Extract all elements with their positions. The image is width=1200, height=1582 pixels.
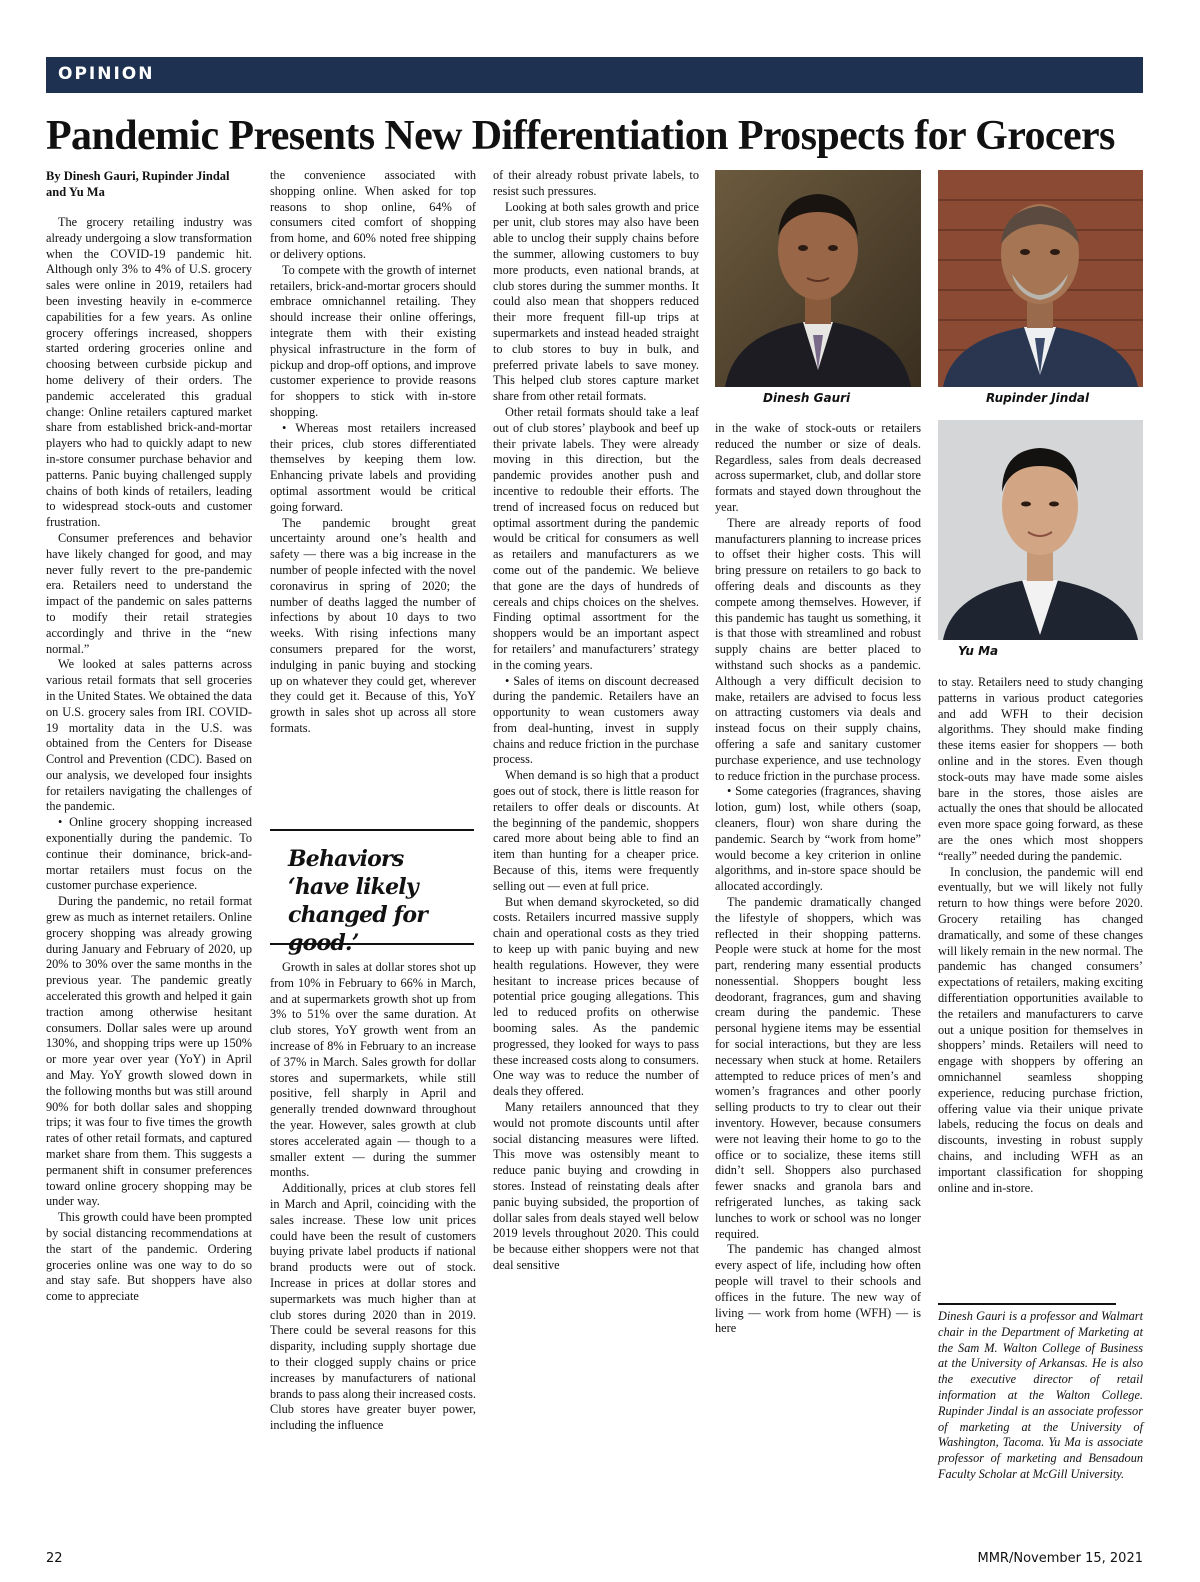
issue-date: MMR/November 15, 2021	[977, 1551, 1143, 1566]
photo-dinesh-gauri	[715, 170, 921, 387]
paragraph: This growth could have been prompted by social distancing recommendations at the start of the pandemic. Ordering groceries online was one way to do so and stay safe. But shoppers have also come to appreciate	[46, 1210, 252, 1304]
paragraph: • Whereas most retailers increased their prices, club stores differentiated themselves by keeping them low. Enhancing private labels and providing optimal assortment would be critical going forward.	[270, 420, 476, 514]
caption-gauri: Dinesh Gauri	[763, 391, 851, 405]
paragraph: During the pandemic, no retail format grew as much as internet retailers. Online grocery shopping was already growing during January and February of 2020, up 20% to 30% over the same months in the previous year. The pandemic greatly accelerated this growth and helped it gain traction among otherwise hesitant consumers. Dollar sales were up around 130%, and shopping trips were up 150% or more year over year (YoY) in April and May. YoY growth slowed down in the following months but was still around 90% for both dollar sales and shopping trips; it was four to five times the growth rates of other retail formats, and captured market share from them. This suggests a permanent shift in consumer preferences toward online grocery shopping may be under way.	[46, 894, 252, 1209]
paragraph: The pandemic dramatically changed the lifestyle of shoppers, which was reflected in their shopping patterns. People were stuck at home for the most part, rendering many essential products nonessential. Shoppers bought less deodorant, fragrances, gum and shaving cream during the pandemic. These personal hygiene items may be essential for social interactions, but they are less necessary when stuck at home. Retailers attempted to reduce prices of men’s and women’s fragrances and other poorly selling products to try to clear out their inventory. However, because consumers were not leaving their home to go to the office or to socialize, these items still didn’t sell. Shoppers also purchased fewer snacks and granola bars and refrigerated lunches, as taking sack lunches to work or school was no longer required.	[715, 894, 921, 1241]
paragraph: Additionally, prices at club stores fell in March and April, coinciding with the sales increase. These low unit prices could have been the result of customers buying private label products if national brand products were out of stock. Increase in prices at dollar stores and supermarkets was much higher than at club stores during 2020 than in 2019. There could be several reasons for this disparity, including supply shortage due to their clogged supply chains or price increases by manufacturers of national brands to pass along their increased costs. Club stores have greater buyer power, including the influence	[270, 1181, 476, 1433]
paragraph: When demand is so high that a product goes out of stock, there is little reason for retailers to offer deals or discounts. At the beginning of the pandemic, shoppers cared more about being able to find an item than hunting for a cheaper price. Because of this, items were frequently selling out — even at full price.	[493, 768, 699, 893]
paragraph: Consumer preferences and behavior have likely changed for good, and may never fully revert to the pre-pandemic era. Retailers need to understand the impact of the pandemic on sales patterns to modify their retail strategies accordingly and thrive in the “new normal.”	[46, 530, 252, 656]
section-banner	[46, 57, 1143, 93]
paragraph: Looking at both sales growth and price per unit, club stores may also have been able to unclog their supply chains before the summer, allowing customers to buy more products, even national brands, at club stores during the summer months. It could also mean that shoppers reduced their more frequent fill-up trips at supermarkets and instead headed straight to club stores to buy in bulk, and preferred private labels to save money. This helped club stores capture market share from other retail formats.	[493, 199, 699, 404]
headline: Pandemic Presents New Differentiation Prospects for Grocers	[46, 113, 1115, 159]
section-label: OPINION	[58, 64, 155, 84]
photo-yu-ma	[938, 420, 1143, 640]
paragraph: The pandemic has changed almost every aspect of life, including how often people will travel to their schools and offices in the future. The new way of living — work from home (WFH) — is here	[715, 1242, 921, 1336]
page-number: 22	[46, 1551, 63, 1566]
column-3	[493, 168, 699, 1525]
paragraph: • Online grocery shopping increased exponentially during the pandemic. To continue their dominance, brick-and-mortar retailers must focus on the customer purchase experience.	[46, 815, 252, 893]
paragraph: the convenience associated with shopping online. When asked for top reasons to shop online, 64% of consumers cited comfort of shopping from home, and 60% noted free shipping or delivery options.	[270, 168, 476, 261]
column-5	[938, 675, 1143, 1287]
paragraph: • Sales of items on discount decreased during the pandemic. Retailers have an opportunity to wean customers away from deal-hunting, invest in supply chains and reduce friction in the purchase process.	[493, 673, 699, 767]
pull-quote-text: Behaviors ‘have likely changed for good.’	[288, 846, 427, 956]
paragraph: Many retailers announced that they would not promote discounts until after social distancing measures were lifted. This move was ostensibly meant to reduce panic buying and crowding in stores. Instead of reinstating deals after panic buying subsided, the proportion of dollar sales from deals stayed well below 2019 levels throughout 2020. This could be because either shoppers were not that deal sensitive	[493, 1100, 699, 1272]
bio-divider	[938, 1303, 1116, 1305]
author-bio: Dinesh Gauri is a professor and Walmart chair in the Department of Marketing at the Sam M. Walton College of Business at the University of Arkansas. He is also the executive director of retail information at the Walton College. Rupinder Jindal is an associate professor of marketing at the University of Washington, Tacoma. Yu Ma is associate professor of marketing and Bensadoun Faculty Scholar at McGill University.	[938, 1309, 1143, 1481]
paragraph: The pandemic brought great uncertainty around one’s health and safety — there was a big increase in the number of people infected with the novel coronavirus in spring of 2020; the number of deaths lagged the number of infections by about 10 days to two weeks. With rising infections many consumers prepared for the worst, indulging in panic buying and stocking up on whatever they could get, wherever they could get it. Because of this, YoY growth in sales shot up across all store formats.	[270, 515, 476, 735]
paragraph: The grocery retailing industry was already undergoing a slow transformation when the COVID-19 pandemic hit. Although only 3% to 4% of U.S. grocery sales were online in 2019, retailers had been investing heavily in e-commerce capabilities for a few years. As online grocery offerings increased, shoppers started ordering groceries online and choosing between curbside pickup and home delivery of their orders. The pandemic accelerated this gradual change: Online retailers captured market share from established brick-and-mortar players who had to quickly adapt to new in-store consumer purchase behavior and patterns. Panic buying challenged supply chains of both kinds of retailers, leading to widespread stock-outs and customer frustration.	[46, 215, 252, 530]
paragraph: Growth in sales at dollar stores shot up from 10% in February to 66% in March, and at supermarkets growth shot up from 3% to 51% over the same duration. At club stores, YoY growth went from an increase of 8% in February to an increase of 37% in March. Sales growth for dollar stores and supermarkets, while still positive, fell sharply in April and generally trended downward throughout the year. However, sales growth at club stores accelerated again — though to a smaller extent — during the summer months.	[270, 960, 476, 1180]
byline: By Dinesh Gauri, Rupinder Jindal and Yu Ma	[46, 169, 230, 199]
paragraph: to stay. Retailers need to study changing patterns in various product categories and add WFH to their decision algorithms. They should make finding these items easier for shoppers — both online and in the stores. Even though stock-outs may have made some aisles bare in the stores, those aisles are actually the ones that should be allocated even more space going forward, as these are the ones which most shoppers “really” needed during the pandemic.	[938, 675, 1143, 863]
pull-quote	[270, 829, 474, 956]
column-1	[46, 215, 252, 1525]
caption-ma: Yu Ma	[958, 644, 999, 658]
paragraph: of their already robust private labels, to resist such pressures.	[493, 168, 699, 198]
paragraph: But when demand skyrocketed, so did costs. Retailers incurred massive supply chain and operational costs as they tried to keep up with panic buying and new health regulations. However, they were hesitant to increase prices because of potential price gouging allegations. This led to reduced profits on otherwise booming sales. As the pandemic progressed, they looked for ways to pass these increased costs along to consumers. One way was to reduce the number of deals they offered.	[493, 894, 699, 1099]
paragraph: • Some categories (fragrances, shaving lotion, gum) lost, while others (soap, cleaners, flour) won share during the pandemic. Search by “work from home” would become a key criterion in online algorithms, and in-store space should be allocated accordingly.	[715, 784, 921, 894]
paragraph: There are already reports of food manufacturers planning to increase prices to offset their higher costs. This will bring pressure on retailers to go back to offering deals and discounts as they compete among themselves. However, if this pandemic has taught us something, it is that those with streamlined and robust supply chains are better placed to withstand such shocks as a pandemic. Although a very difficult decision to make, retailers are advised to focus less on attracting customers via deals and instead focus on their supply chains, offering a safe and sanitary customer purchase experience, and use technology to reduce friction in the purchase process.	[715, 515, 921, 783]
column-2	[270, 168, 476, 818]
paragraph: In conclusion, the pandemic will end eventually, but we will likely not fully return to how things were before 2020. Grocery retailing has changed dramatically, and some of these changes will likely remain in the new normal. The pandemic has changed consumers’ expectations of retailers, making exciting differentiation opportunities available to the retailers and manufacturers to carve out a unique position for themselves in shoppers’ minds. Retailers will need to engage with shoppers by offering an omnichannel seamless shopping experience, reducing purchase friction, offering value via their unique private labels, reducing the focus on deals and discounts, investing in robust supply chains, and including WFH as an important classification for shopping online and in-store.	[938, 864, 1143, 1195]
paragraph: To compete with the growth of internet retailers, brick-and-mortar grocers should embrace omnichannel retailing. They should increase their online offerings, integrate them with their existing physical infrastructure in the form of pickup and drop-off options, and improve customer experience to provide reasons for shoppers to stick with in-store shopping.	[270, 262, 476, 419]
photo-rupinder-jindal	[938, 170, 1143, 387]
column-2-continued	[270, 960, 476, 1525]
column-4	[715, 421, 921, 1525]
paragraph: Other retail formats should take a leaf out of club stores’ playbook and beef up their private labels. They were already moving in this direction, but the pandemic provides another push and incentive to redouble their efforts. The trend of increased focus on reduced but optimal assortment during the pandemic would be critical for consumers as well as retailers and manufacturers as we come out of the pandemic. We believe that gone are the days of hundreds of cereals and chips choices on the shelves. Finding optimal assortment for the shoppers would be an important aspect for retailers’ and manufacturers’ strategy in the coming years.	[493, 404, 699, 672]
paragraph: in the wake of stock-outs or retailers reduced the number or size of deals. Regardless, sales from deals decreased across supermarket, club, and dollar store formats and stayed down throughout the year.	[715, 421, 921, 514]
caption-jindal: Rupinder Jindal	[986, 391, 1090, 405]
paragraph: We looked at sales patterns across various retail formats that sell groceries in the United States. We obtained the data on U.S. grocery sales from IRI. COVID-19 mortality data in the U.S. was obtained from the Centers for Disease Control and Prevention (CDC). Based on our analysis, we developed four insights for retailers navigating the challenges of the pandemic.	[46, 657, 252, 814]
